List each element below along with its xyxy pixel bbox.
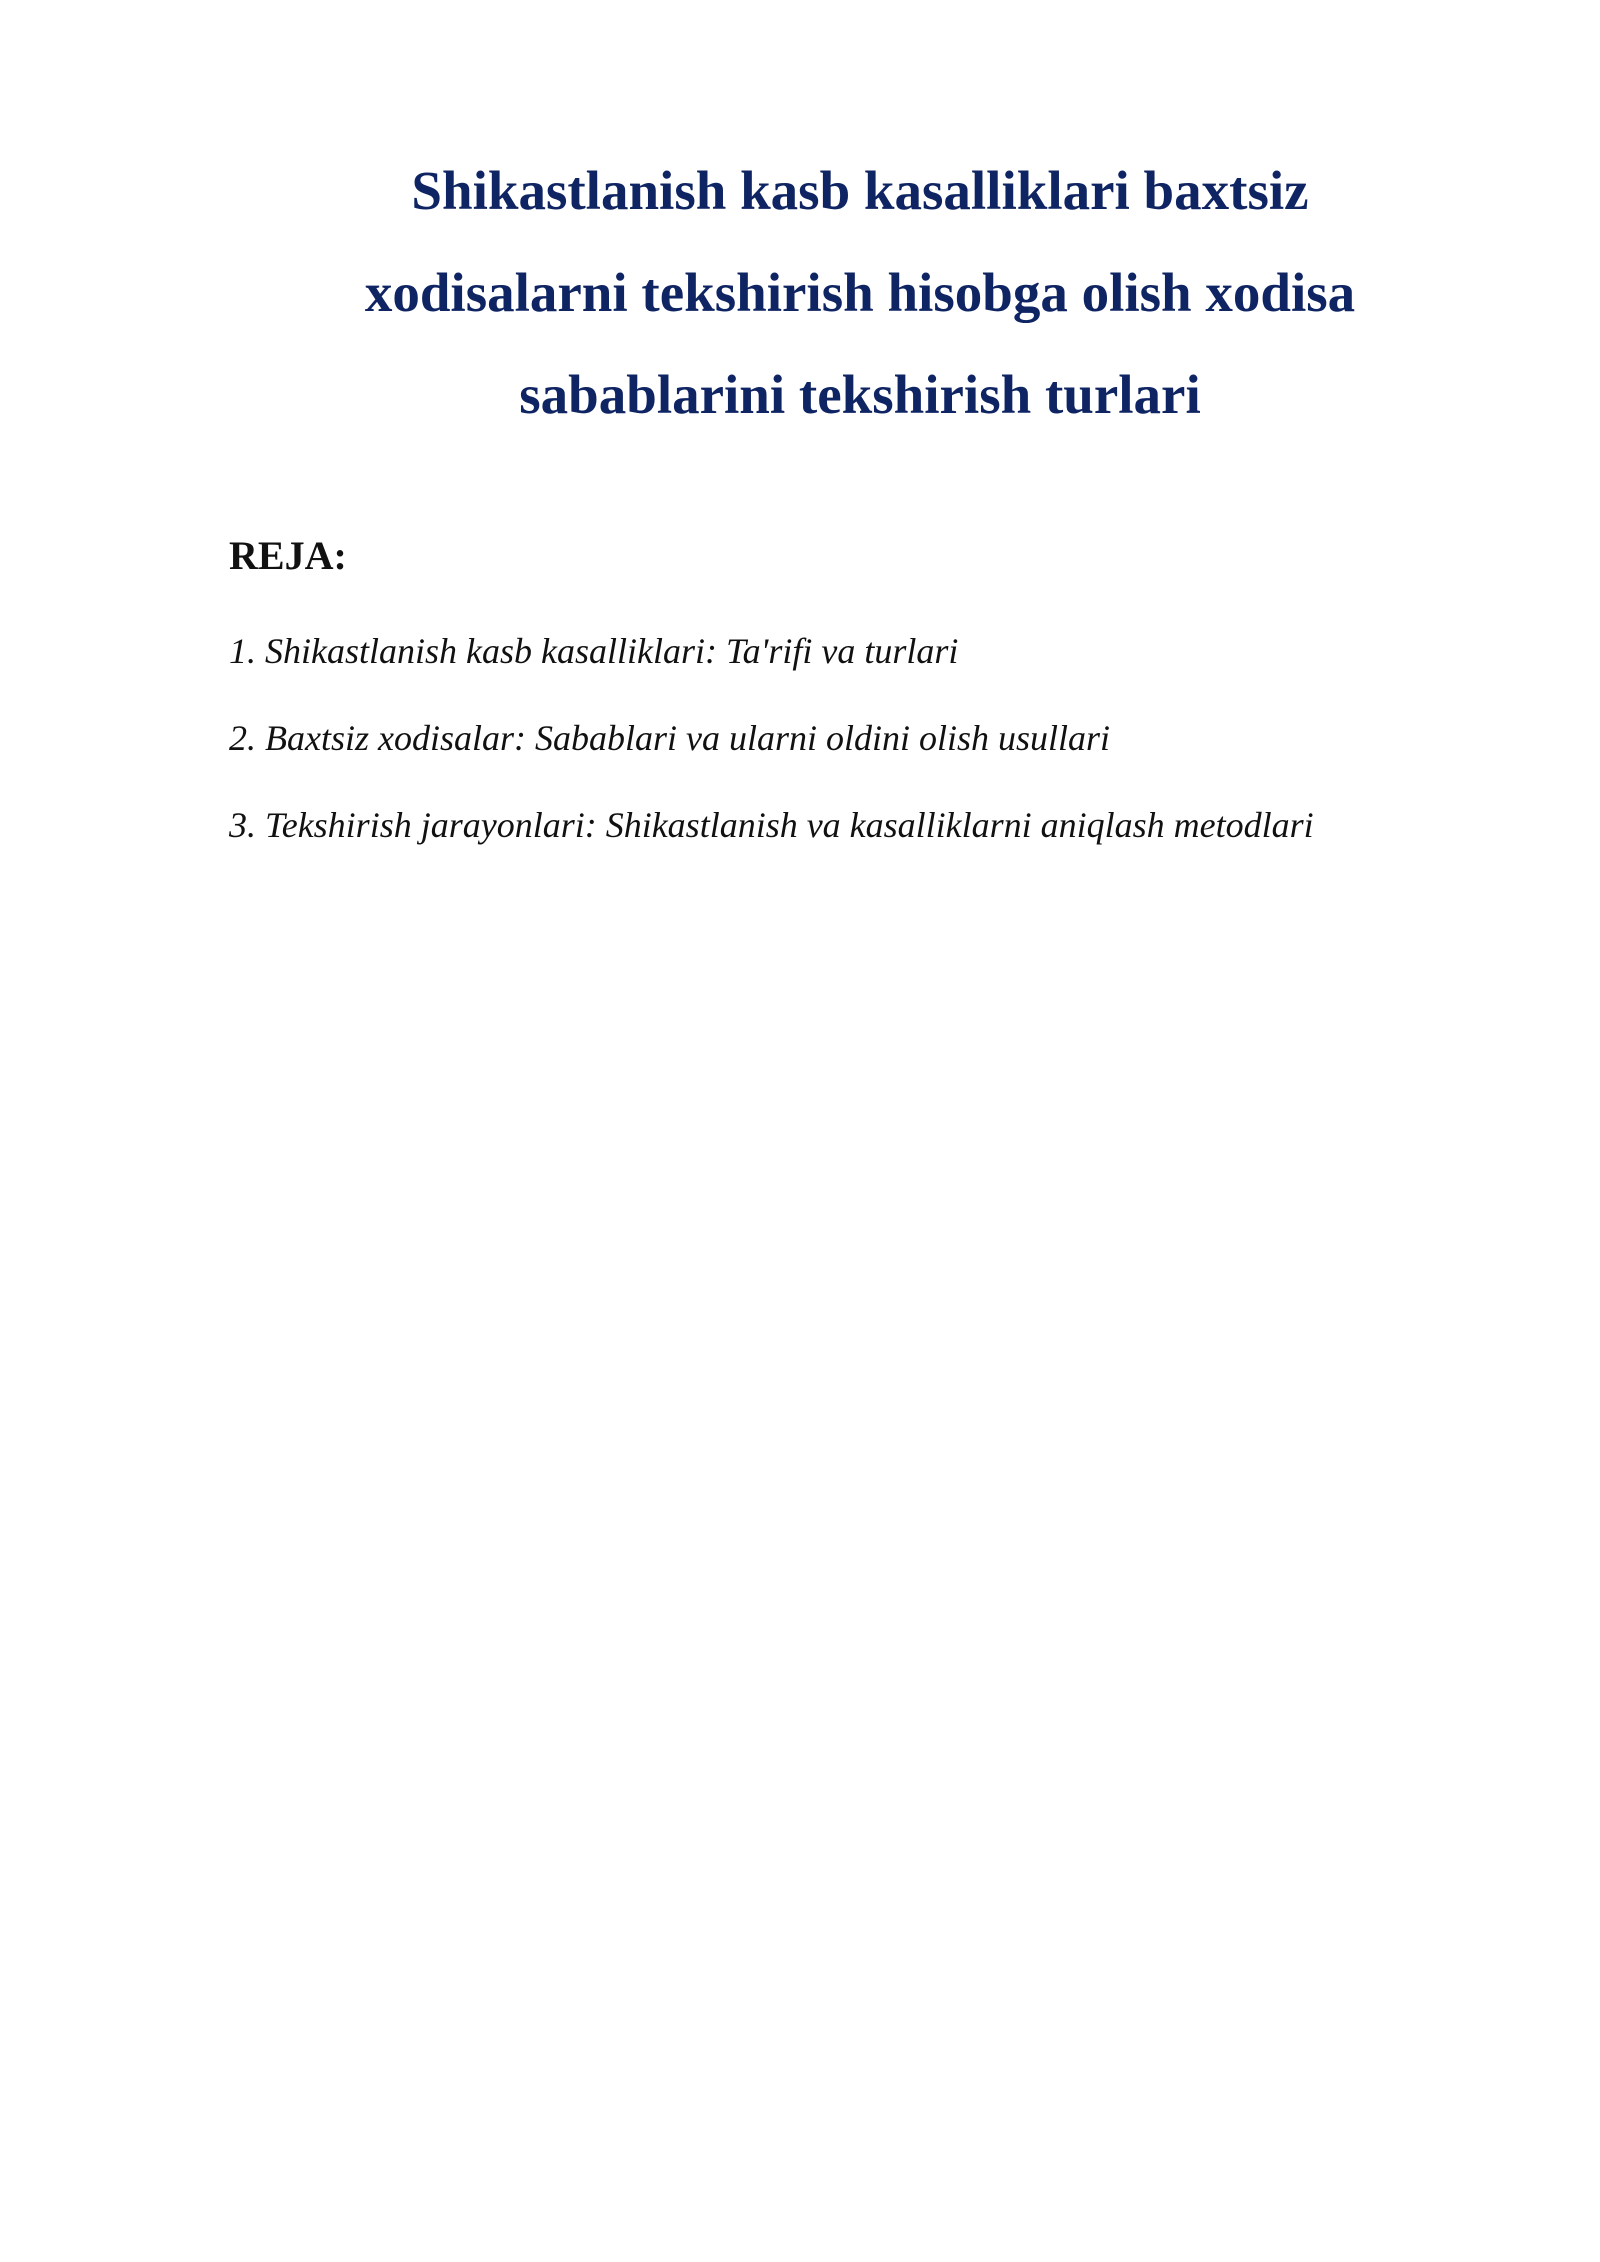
- plan-item-3: 3. Tekshirish jarayonlari: Shikastlanish va kasalliklarni aniqlash metodlari: [229, 805, 1314, 845]
- document-title: Shikastlanish kasb kasalliklari baxtsiz xodisalarni tekshirish hisobga olish xodisa sabablarini tekshirish turlari: [364, 160, 1356, 425]
- plan-list: [229, 625, 1479, 886]
- plan-item-2: 2. Baxtsiz xodisalar: Sabablari va ularni oldini olish usullari: [229, 718, 1111, 758]
- plan-heading: REJA:: [229, 533, 347, 578]
- plan-item-1: 1. Shikastlanish kasb kasalliklari: Ta'rifi va turlari: [229, 631, 959, 671]
